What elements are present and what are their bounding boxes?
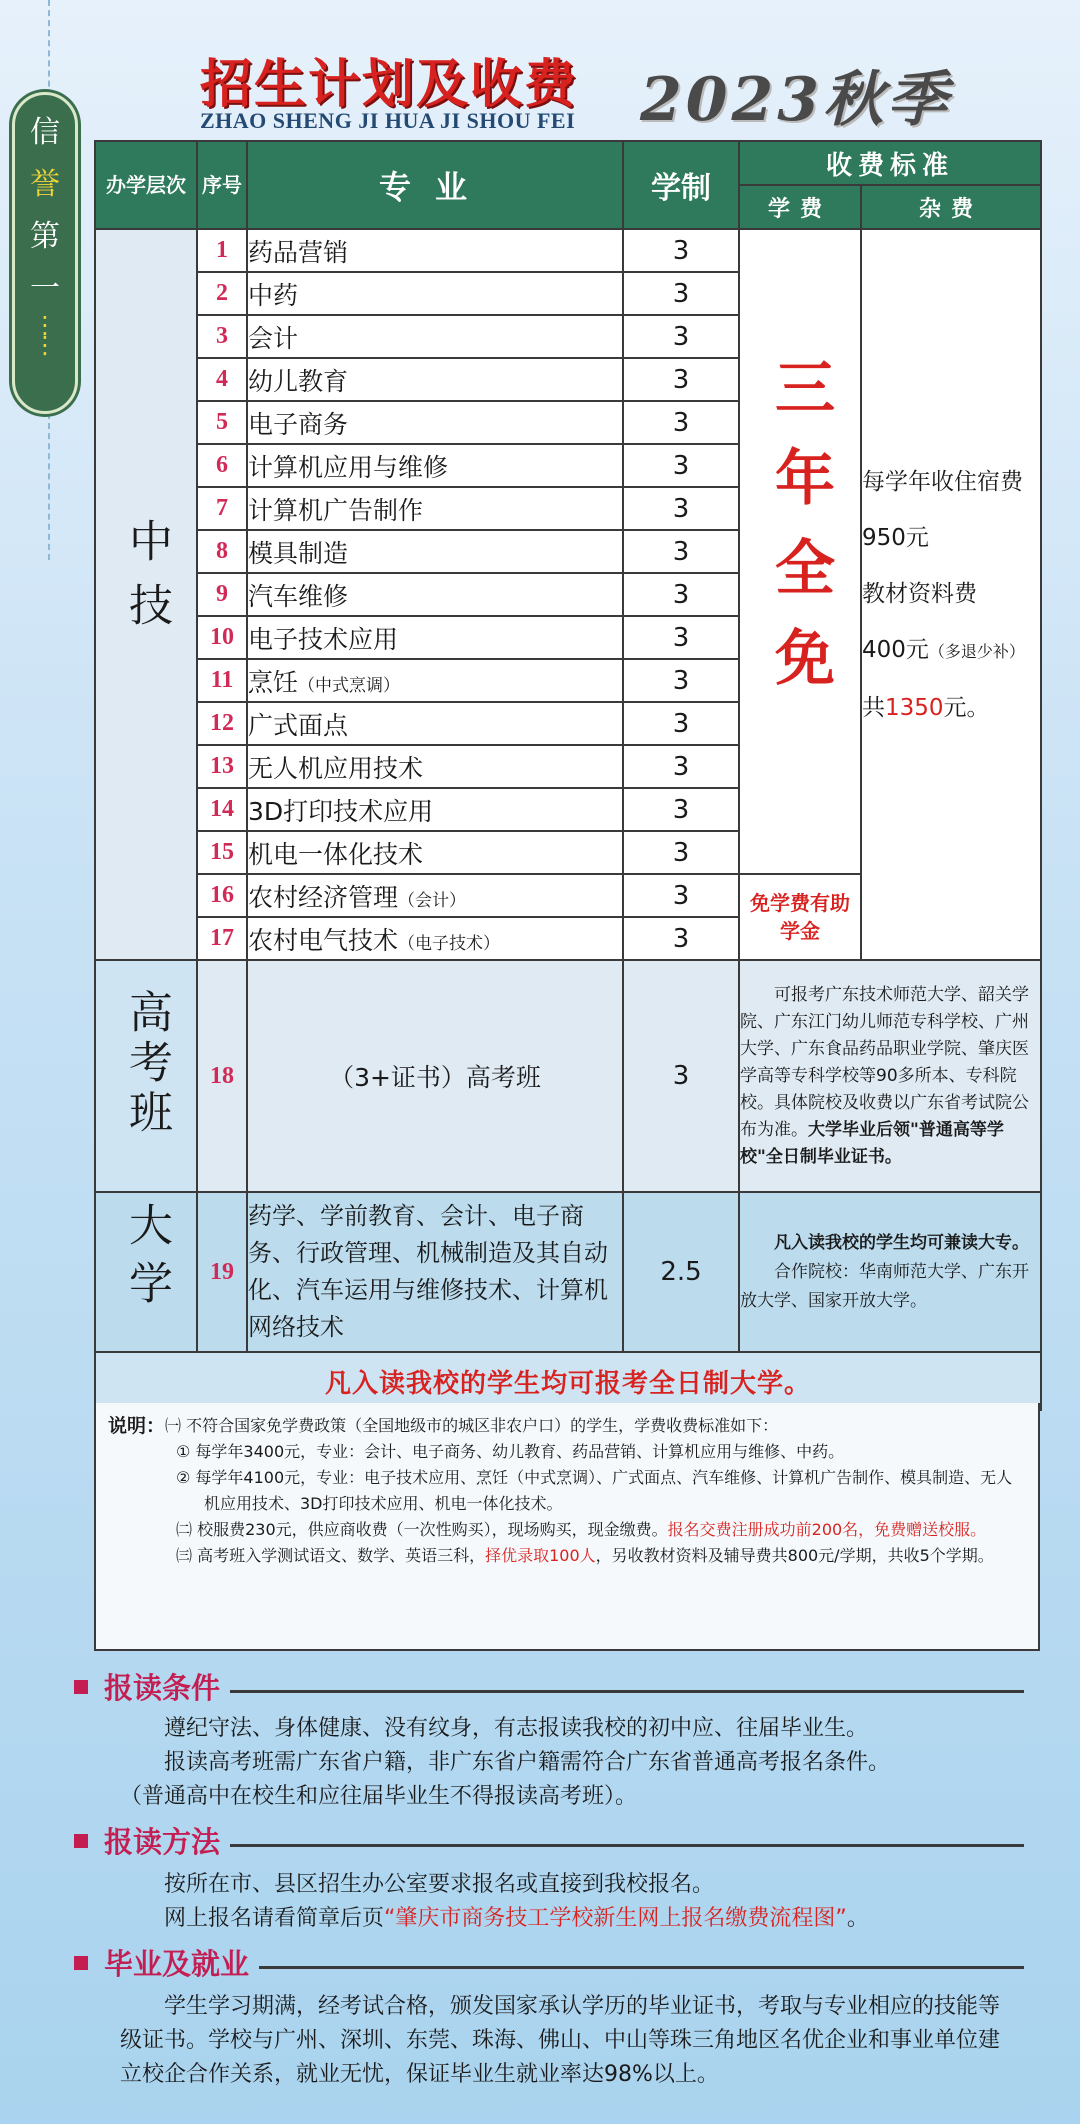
row-number: 5 bbox=[197, 401, 247, 444]
duration-value: 3 bbox=[623, 272, 739, 315]
level-zhongji: 中技 bbox=[95, 229, 197, 960]
header-seq: 序号 bbox=[197, 141, 247, 229]
row-number: 3 bbox=[197, 315, 247, 358]
row-number: 17 bbox=[197, 917, 247, 960]
major-name: 药品营销 bbox=[247, 229, 623, 272]
reputation-badge bbox=[12, 92, 78, 414]
major-name: 机电一体化技术 bbox=[247, 831, 623, 874]
row-number: 15 bbox=[197, 831, 247, 874]
row-number: 18 bbox=[197, 960, 247, 1192]
enrollment-table bbox=[94, 140, 1042, 1411]
header-tuition: 学费 bbox=[739, 185, 861, 229]
note-item: ㈢ 高考班入学测试语文、数学、英语三科，择优录取100人，另收教材资料及辅导费共800元/学期，共收5个学期。 bbox=[176, 1546, 994, 1565]
badge-char: 一 bbox=[30, 271, 60, 306]
misc-fee: 每学年收住宿费 950元 教材资料费 400元（多退少补） 共1350元。 bbox=[861, 229, 1041, 960]
duration-value: 3 bbox=[623, 229, 739, 272]
level-gaokao: 高考班 bbox=[95, 960, 197, 1192]
duration-value: 2.5 bbox=[623, 1192, 739, 1352]
row-number: 11 bbox=[197, 659, 247, 702]
badge-char: 第 bbox=[30, 219, 60, 254]
university-banner: 凡入读我校的学生均可报考全日制大学。 bbox=[95, 1352, 1041, 1410]
duration-value: 3 bbox=[623, 315, 739, 358]
page-title-pinyin: ZHAO SHENG JI HUA JI SHOU FEI bbox=[200, 108, 576, 133]
section-conditions-header: 报读条件 bbox=[74, 1666, 1024, 1707]
section-conditions-body: 遵纪守法、身体健康、没有纹身，有志报读我校的初中应、往届毕业生。 报读高考班需广东省户籍，非广东省户籍需符合广东省普通高考报名条件。 （普通高中在校生和应往届毕业生不得报读高考班）。 bbox=[120, 1716, 891, 1809]
header-major: 专业 bbox=[247, 141, 623, 229]
major-name: 农村电气技术（电子技术） bbox=[247, 917, 623, 960]
major-name: 模具制造 bbox=[247, 530, 623, 573]
duration-value: 3 bbox=[623, 530, 739, 573]
row-number: 19 bbox=[197, 1192, 247, 1352]
row-number: 12 bbox=[197, 702, 247, 745]
note-item: ② 每学年4100元，专业：电子技术应用、烹饪（中式烹调）、广式面点、汽车维修、计算机广告制作、模具制造、无人机应用技术、3D打印技术应用、机电一体化技术。 bbox=[176, 1468, 1013, 1513]
duration-value: 3 bbox=[623, 831, 739, 874]
major-name: 广式面点 bbox=[247, 702, 623, 745]
note-item: ㈠ 不符合国家免学费政策（全国地级市的城区非农户口）的学生，学费收费标准如下： bbox=[165, 1416, 779, 1435]
major-name: 幼儿教育 bbox=[247, 358, 623, 401]
gaokao-info: 可报考广东技术师范大学、韶关学院、广东江门幼儿师范专科学校、广州大学、广东食品药品职业学院、肇庆医学高等专科学校等90多所本、专科院校。具体院校及收费以广东省考试院公布为准。大学毕业后领"普通高等学校"全日制毕业证书。 bbox=[739, 960, 1041, 1192]
row-number: 8 bbox=[197, 530, 247, 573]
section-graduation-body: 学生学习期满，经考试合格，颁发国家承认学历的毕业证书，考取与专业相应的技能等级证书。学校与广州、深圳、东莞、珠海、佛山、中山等珠三角地区名优企业和事业单位建立校企合作关系，就业无忧，保证毕业生就业率达98%以上。 bbox=[120, 1994, 1001, 2087]
badge-dots: ⋮ bbox=[33, 331, 57, 359]
major-name: 计算机应用与维修 bbox=[247, 444, 623, 487]
level-daxue: 大学 bbox=[95, 1192, 197, 1352]
header-fee-standard: 收费标准 bbox=[739, 141, 1041, 185]
major-name: 3D打印技术应用 bbox=[247, 788, 623, 831]
row-number: 4 bbox=[197, 358, 247, 401]
major-name: 中药 bbox=[247, 272, 623, 315]
fee-notes bbox=[94, 1403, 1040, 1651]
badge-char: 誉 bbox=[30, 167, 60, 202]
season-label: 2023秋季 bbox=[640, 65, 951, 135]
major-name: 电子技术应用 bbox=[247, 616, 623, 659]
duration-value: 3 bbox=[623, 616, 739, 659]
row-number: 10 bbox=[197, 616, 247, 659]
duration-value: 3 bbox=[623, 487, 739, 530]
duration-value: 3 bbox=[623, 573, 739, 616]
section-method-body: 按所在市、县区招生办公室要求报名或直接到我校报名。 网上报名请看简章后页“肇庆市商务技工学校新生网上报名缴费流程图”。 bbox=[164, 1872, 869, 1931]
duration-value: 3 bbox=[623, 702, 739, 745]
major-name: 会计 bbox=[247, 315, 623, 358]
duration-value: 3 bbox=[623, 788, 739, 831]
major-name: 农村经济管理（会计） bbox=[247, 874, 623, 917]
duration-value: 3 bbox=[623, 745, 739, 788]
duration-value: 3 bbox=[623, 960, 739, 1192]
row-number: 2 bbox=[197, 272, 247, 315]
duration-value: 3 bbox=[623, 401, 739, 444]
row-number: 7 bbox=[197, 487, 247, 530]
header-misc: 杂费 bbox=[861, 185, 1041, 229]
row-number: 13 bbox=[197, 745, 247, 788]
row-number: 9 bbox=[197, 573, 247, 616]
header-level: 办学层次 bbox=[95, 141, 197, 229]
major-name: 电子商务 bbox=[247, 401, 623, 444]
major-name: （3+证书）高考班 bbox=[247, 960, 623, 1192]
section-method-header: 报读方法 bbox=[74, 1820, 1024, 1861]
row-number: 16 bbox=[197, 874, 247, 917]
major-name: 烹饪（中式烹调） bbox=[247, 659, 623, 702]
header-duration: 学制 bbox=[623, 141, 739, 229]
tuition-free: 三年全免 bbox=[739, 229, 861, 874]
duration-value: 3 bbox=[623, 659, 739, 702]
daxue-info: 凡入读我校的学生均可兼读大专。 合作院校：华南师范大学、广东开放大学、国家开放大学。 bbox=[739, 1192, 1041, 1352]
duration-value: 3 bbox=[623, 917, 739, 960]
note-item: ㈡ 校服费230元，供应商收费（一次性购买），现场购买，现金缴费。报名交费注册成功前200名，免费赠送校服。 bbox=[176, 1520, 987, 1539]
section-graduation-header: 毕业及就业 bbox=[74, 1942, 1024, 1983]
badge-char: 信 bbox=[30, 115, 60, 150]
badge-dots: ⋮ bbox=[33, 311, 57, 339]
row-number: 6 bbox=[197, 444, 247, 487]
duration-value: 3 bbox=[623, 444, 739, 487]
duration-value: 3 bbox=[623, 874, 739, 917]
tuition-aid: 免学费有助学金 bbox=[739, 874, 861, 960]
duration-value: 3 bbox=[623, 358, 739, 401]
note-item: ① 每学年3400元，专业：会计、电子商务、幼儿教育、药品营销、计算机应用与维修、中药。 bbox=[176, 1442, 845, 1461]
row-number: 14 bbox=[197, 788, 247, 831]
major-name: 汽车维修 bbox=[247, 573, 623, 616]
page-title: 招生计划及收费 bbox=[200, 55, 579, 115]
major-name: 药学、学前教育、会计、电子商务、行政管理、机械制造及其自动化、汽车运用与维修技术、计算机网络技术 bbox=[247, 1192, 623, 1352]
notes-label: 说明： bbox=[108, 1415, 166, 1437]
row-number: 1 bbox=[197, 229, 247, 272]
major-name: 无人机应用技术 bbox=[247, 745, 623, 788]
major-name: 计算机广告制作 bbox=[247, 487, 623, 530]
